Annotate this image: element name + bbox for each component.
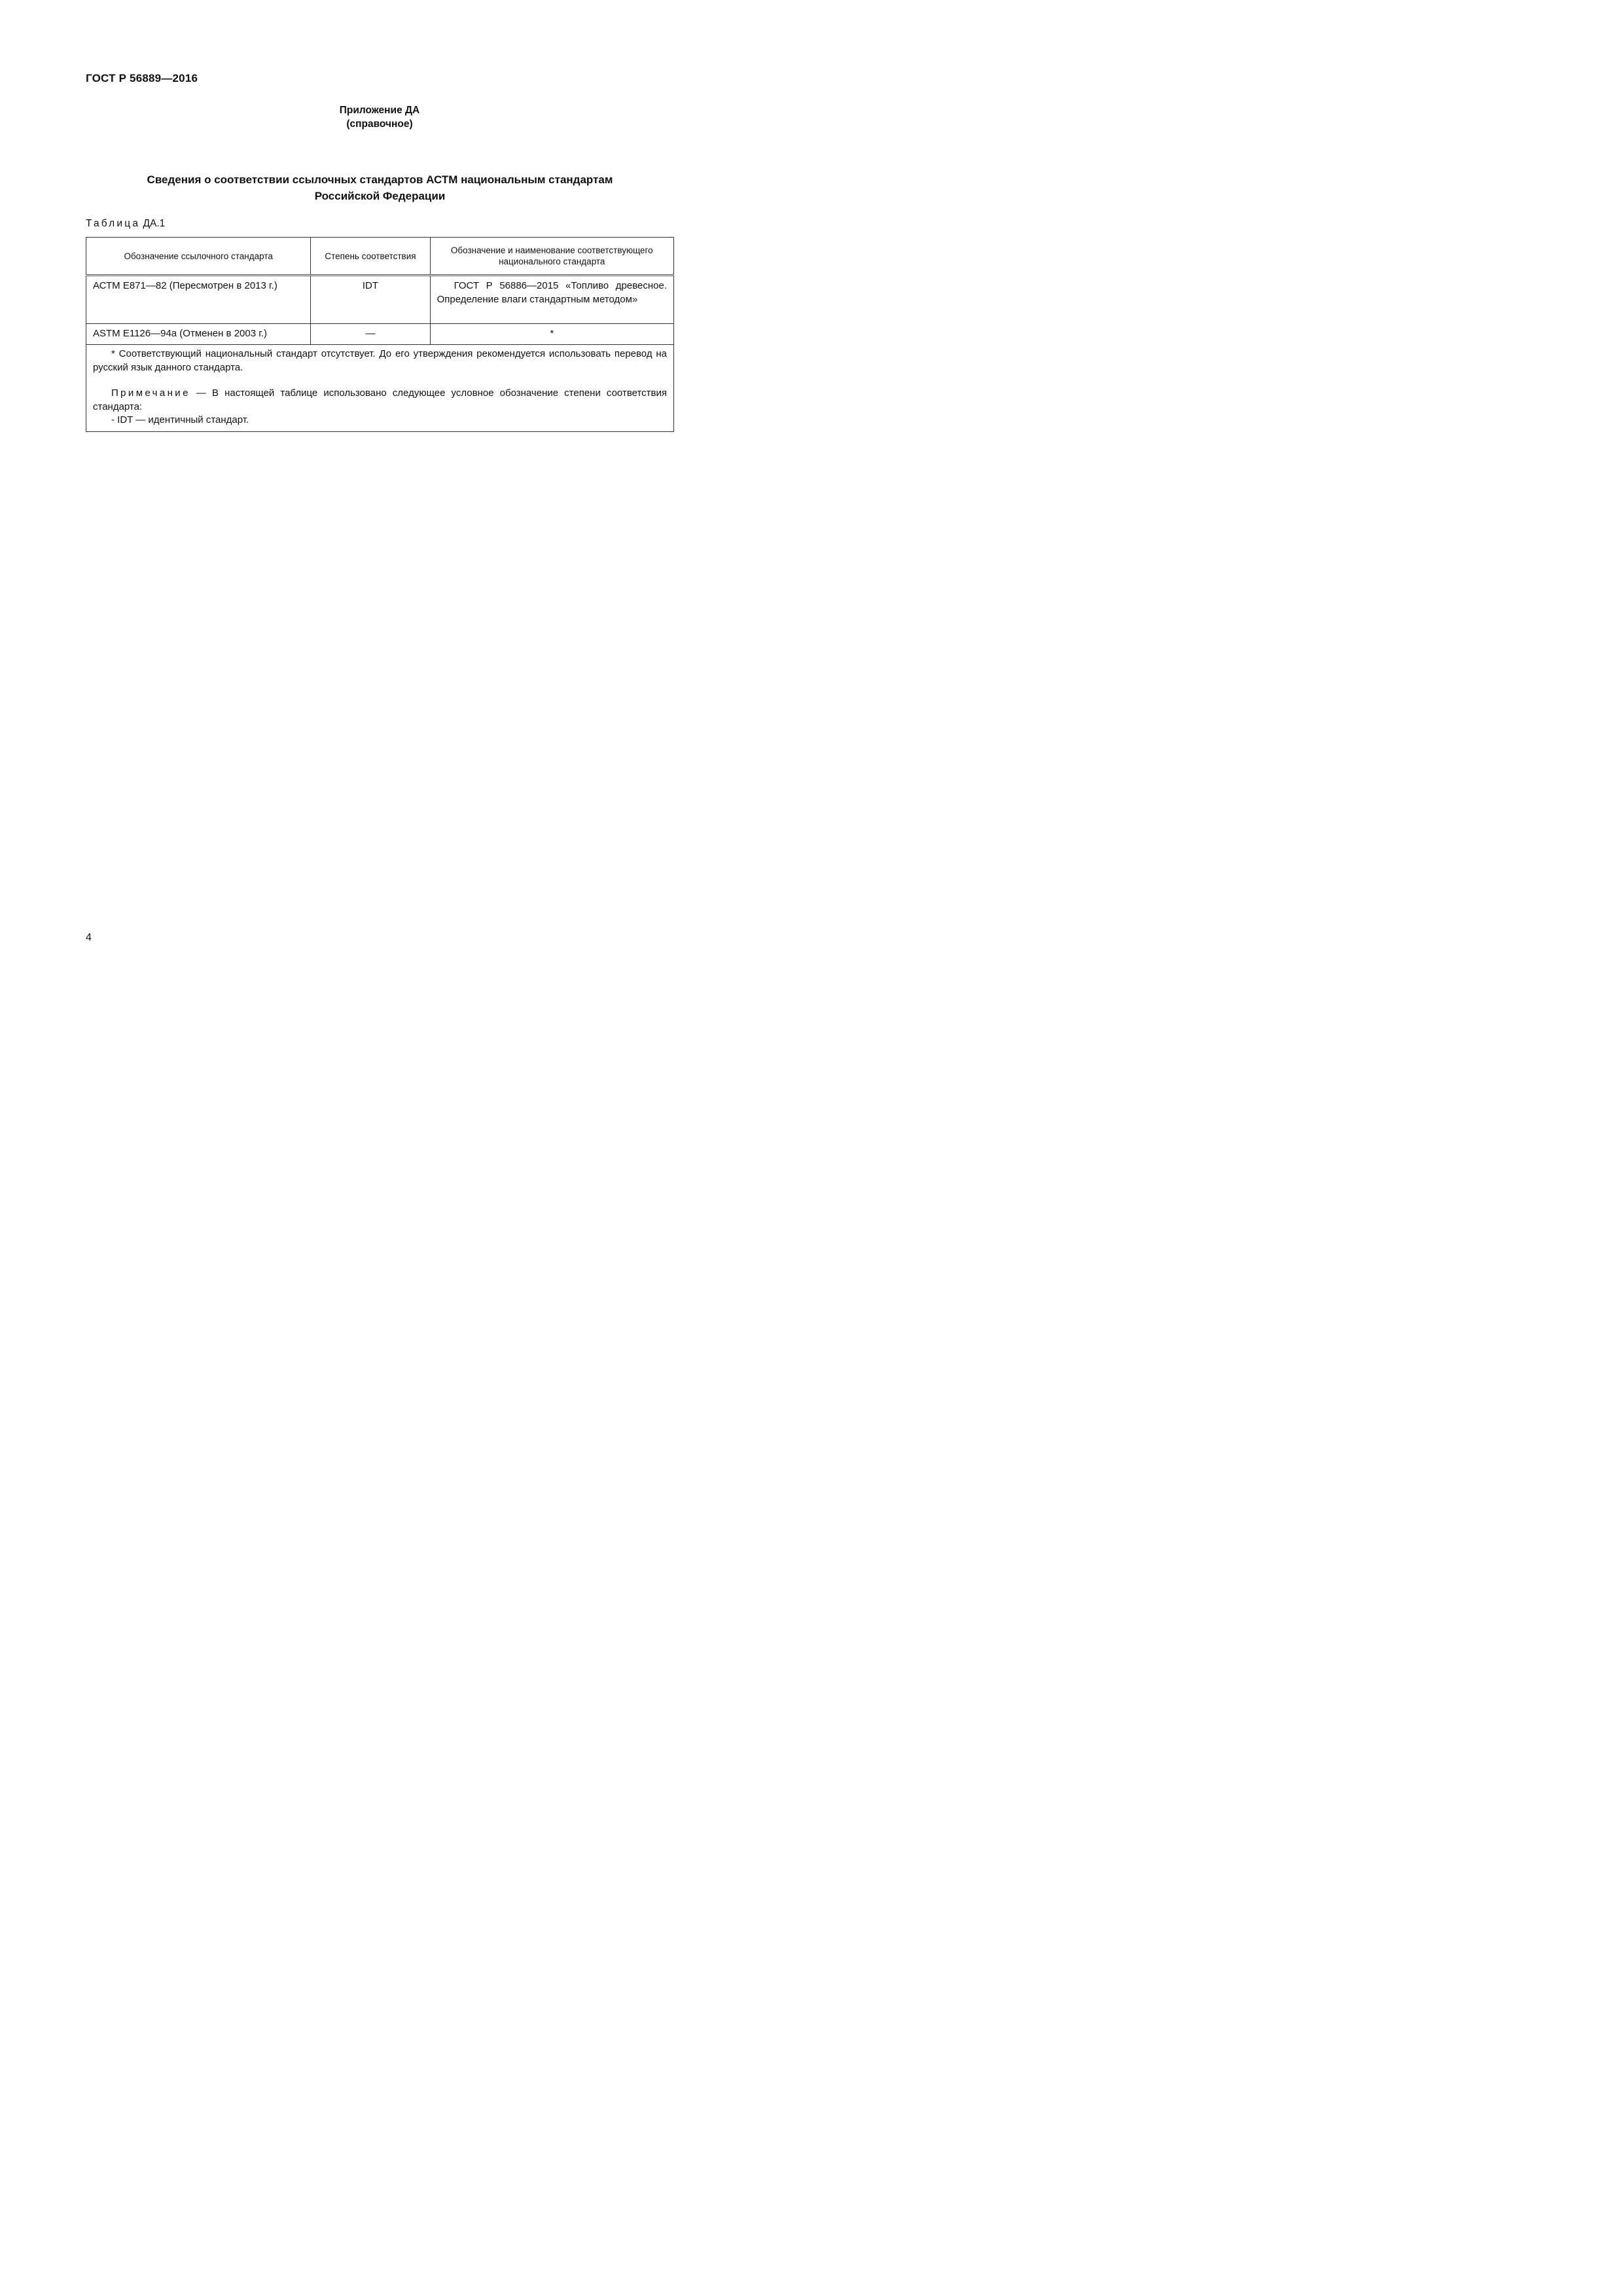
note-list-item: - IDT — идентичный стандарт.: [111, 414, 249, 425]
cell-degree: —: [311, 324, 430, 345]
table-header-row: [86, 238, 674, 276]
cell-national: *: [430, 324, 673, 345]
section-title: [86, 171, 674, 204]
column-header-degree: Степень соответствия: [311, 238, 430, 276]
cell-degree: IDT: [311, 276, 430, 324]
appendix-title: Приложение ДА: [339, 105, 420, 116]
correspondence-table: [86, 237, 674, 432]
note-label: Примечание: [111, 387, 190, 399]
page-number: 4: [86, 932, 92, 943]
table-caption-word: Таблица: [86, 218, 141, 229]
note-paragraph: [93, 387, 667, 414]
footnote-text: * Соответствующий национальный стандарт отсутствует. До его утверждения рекомендуется использовать перевод на русский язык данного стандарта.: [93, 348, 667, 373]
table-row: [86, 276, 674, 324]
section-title-line-2: Российской Федерации: [314, 190, 446, 202]
footnote-cell: [86, 345, 674, 432]
cell-national: [430, 276, 673, 324]
section-title-line-1: Сведения о соответствии ссылочных стандартов АСТМ национальным стандартам: [147, 173, 613, 186]
document-code: ГОСТ Р 56889—2016: [86, 72, 198, 84]
note-text: — В настоящей таблице использовано следующее условное обозначение степени соответствия стандарта:: [93, 387, 668, 412]
appendix-heading: [262, 103, 497, 131]
cell-reference: АСТМ Е871—82 (Пересмотрен в 2013 г.): [86, 276, 311, 324]
table-caption-number: ДА.1: [143, 218, 166, 229]
column-header-reference: Обозначение ссылочного стандарта: [86, 238, 311, 276]
appendix-type: (справочное): [346, 118, 413, 130]
column-header-national: Обозначение и наименование соответствующего национального стандарта: [430, 238, 673, 276]
cell-reference: ASTM E1126—94a (Отменен в 2003 г.): [86, 324, 311, 345]
table-footnote-row: [86, 345, 674, 432]
table-row: [86, 324, 674, 345]
table-caption: [86, 218, 165, 230]
cell-national-text: ГОСТ Р 56886—2015 «Топливо древесное. Определение влаги стандартным методом»: [437, 280, 667, 305]
